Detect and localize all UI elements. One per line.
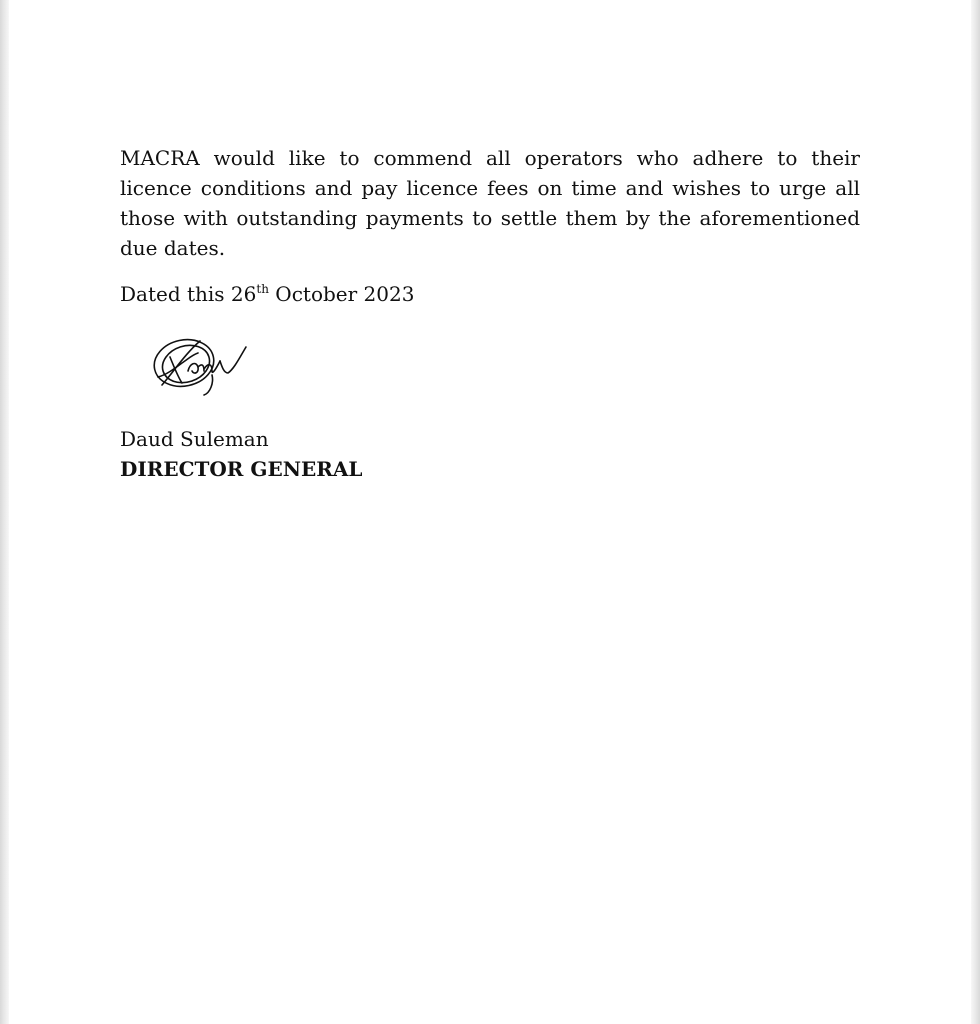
signatory-name: Daud Suleman: [120, 427, 269, 451]
date-rest: October 2023: [268, 282, 415, 306]
letter-body: [120, 143, 860, 484]
date-prefix: Dated this 26: [120, 282, 257, 306]
handwritten-signature: [152, 333, 252, 397]
commendation-paragraph: MACRA would like to commend all operators who adhere to their licence conditions and pay licence fees on time and wishes to urge all those with outstanding payments to settle them by the aforementioned due dates.: [120, 146, 860, 260]
page-edge-left: [0, 0, 9, 1024]
date-line: [120, 279, 860, 309]
signatory-title: DIRECTOR GENERAL: [120, 457, 363, 481]
page-edge-right: [971, 0, 980, 1024]
date-ordinal-suffix: th: [256, 282, 269, 296]
